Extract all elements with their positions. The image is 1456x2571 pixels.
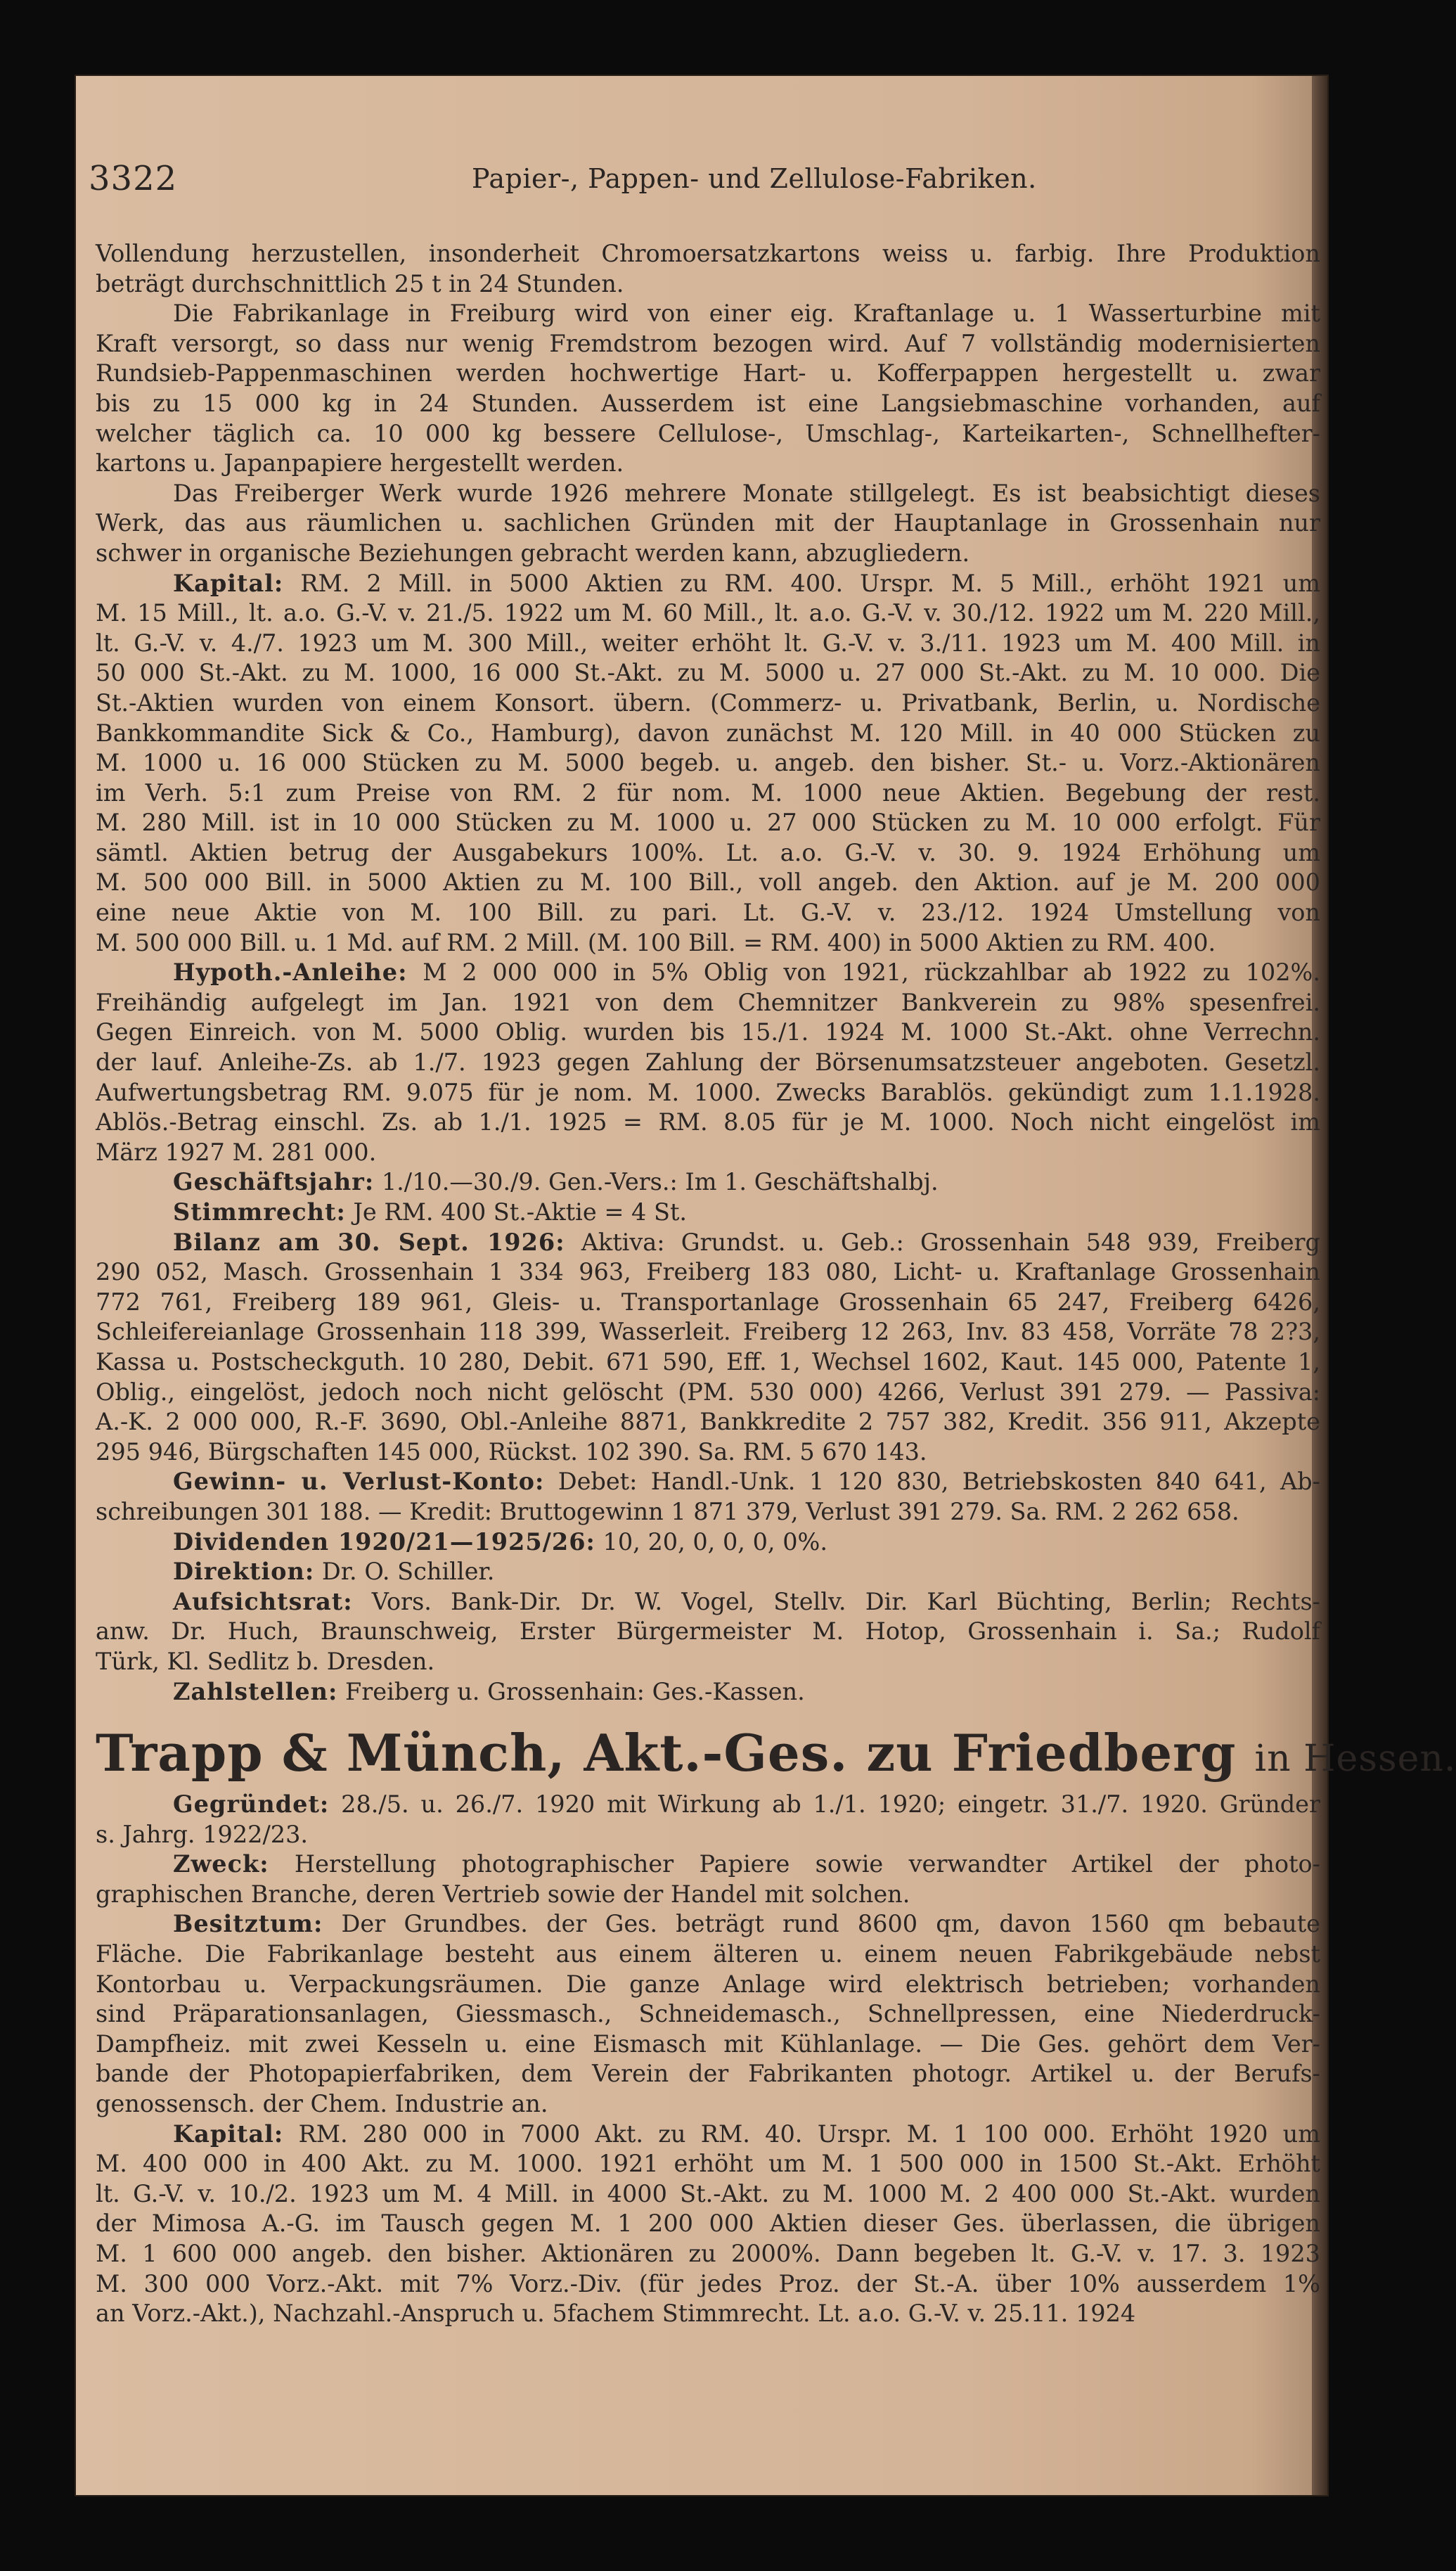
line-text: 290 052, Masch. Grossenhain 1 334 963, Freiberg 183 080, Licht- u. Kraftanlage Grossenhain <box>96 1258 1320 1286</box>
text-line <box>96 1497 1320 1527</box>
text-line <box>96 1347 1320 1378</box>
text-line <box>96 1167 1320 1198</box>
text-line <box>96 299 1320 329</box>
text-line <box>96 2030 1320 2060</box>
line-text: sämtl. Aktien betrug der Ausgabekurs 100%. Lt. a.o. G.-V. v. 30. 9. 1924 Erhöhung um <box>96 838 1320 866</box>
field-label: Aufsichtsrat: <box>173 1587 353 1615</box>
line-text: 772 761, Freiberg 189 961, Gleis- u. Transportanlage Grossenhain 65 247, Freiberg 6426, <box>96 1288 1320 1316</box>
company-entry-trapp-muench <box>96 1790 1320 2329</box>
text-line <box>96 1048 1320 1078</box>
field-label: Geschäftsjahr: <box>173 1168 375 1196</box>
line-text: Vors. Bank-Dir. Dr. W. Vogel, Stellv. Dir. Karl Büchting, Berlin; Rechts- <box>352 1587 1320 1615</box>
company-name: Trapp & Münch, Akt.-Ges. zu Friedberg <box>96 1723 1237 1783</box>
text-line <box>96 719 1320 749</box>
text-line <box>96 2089 1320 2120</box>
line-text: M 2 000 000 in 5% Oblig von 1921, rückzahlbar ab 1922 zu 102%. <box>407 958 1320 987</box>
field-label: Stimmrecht: <box>173 1198 346 1226</box>
running-title: Papier-, Pappen- und Zellulose-Fabriken. <box>472 163 1037 194</box>
field-label: Besitztum: <box>173 1910 323 1938</box>
text-line <box>96 1108 1320 1138</box>
line-text: lt. G.-V. v. 4./7. 1923 um M. 300 Mill., weiter erhöht lt. G.-V. v. 3./11. 1923 um M. 400 Mill. in <box>96 629 1320 657</box>
text-line <box>96 269 1320 300</box>
text-line <box>96 1587 1320 1617</box>
line-text: der Mimosa A.-G. im Tausch gegen M. 1 200 000 Aktien dieser Ges. überlassen, die übrigen <box>96 2210 1320 2238</box>
text-line <box>96 1018 1320 1048</box>
line-text: an Vorz.-Akt.), Nachzahl.-Anspruch u. 5fachem Stimmrecht. Lt. a.o. G.-V. v. 25.11. 1924 <box>96 2300 1136 2328</box>
text-line <box>96 2059 1320 2089</box>
line-text: Kraft versorgt, so dass nur wenig Fremdstrom bezogen wird. Auf 7 vollständig modernisierten <box>96 329 1320 357</box>
text-line <box>96 988 1320 1018</box>
line-text: Freihändig aufgelegt im Jan. 1921 von dem Chemnitzer Bankverein zu 98% spesenfrei. <box>96 988 1320 1016</box>
line-text: Fläche. Die Fabrikanlage besteht aus einem älteren u. einem neuen Fabrikgebäude nebst <box>96 1940 1320 1968</box>
text-line <box>96 1317 1320 1347</box>
text-line <box>96 1288 1320 1318</box>
line-text: St.-Aktien wurden von einem Konsort. übern. (Commerz- u. Privatbank, Berlin, u. Nordische <box>96 688 1320 717</box>
line-text: welcher täglich ca. 10 000 kg bessere Cellulose-, Umschlag-, Karteikarten-, Schnellhefter- <box>96 419 1320 447</box>
text-line <box>96 1138 1320 1168</box>
text-line <box>96 898 1320 928</box>
text-line <box>96 629 1320 659</box>
page-header <box>89 159 1312 201</box>
line-text: März 1927 M. 281 000. <box>96 1138 377 1166</box>
text-line <box>96 928 1320 958</box>
line-text: lt. G.-V. v. 10./2. 1923 um M. 4 Mill. in 4000 St.-Akt. zu M. 1000 M. 2 400 000 St.-Akt. wurden <box>96 2179 1320 2207</box>
field-label: Gegründet: <box>173 1790 330 1819</box>
field-label: Direktion: <box>173 1558 315 1586</box>
text-line <box>96 688 1320 719</box>
line-text: Werk, das aus räumlichen u. sachlichen Gründen mit der Hauptanlage in Grossenhain nur <box>96 509 1320 537</box>
line-text: 50 000 St.-Akt. zu M. 1000, 16 000 St.-Akt. zu M. 5000 u. 27 000 St.-Akt. zu M. 10 000. Die <box>96 659 1320 687</box>
text-line <box>96 808 1320 838</box>
text-line <box>96 1970 1320 2000</box>
line-text: schreibungen 301 188. — Kredit: Bruttogewinn 1 871 379, Verlust 391 279. Sa. RM. 2 262 658. <box>96 1497 1239 1525</box>
line-text: genossensch. der Chem. Industrie an. <box>96 2090 548 2118</box>
text-line <box>96 2299 1320 2329</box>
line-text: beträgt durchschnittlich 25 t in 24 Stunden. <box>96 269 624 297</box>
text-line <box>96 2239 1320 2269</box>
line-text: 295 946, Bürgschaften 145 000, Rückst. 102 390. Sa. RM. 5 670 143. <box>96 1437 927 1466</box>
text-line <box>96 1849 1320 1880</box>
text-line <box>96 1677 1320 1707</box>
text-line <box>96 658 1320 688</box>
line-text: Dampfheiz. mit zwei Kesseln u. eine Eismasch mit Kühlanlage. — Die Ges. gehört dem Ver- <box>96 2030 1320 2058</box>
line-text: Der Grundbes. der Ges. beträgt rund 8600 qm, davon 1560 qm bebaute <box>323 1910 1320 1938</box>
field-label: Bilanz am 30. Sept. 1926: <box>173 1228 565 1256</box>
line-text: RM. 2 Mill. in 5000 Aktien zu RM. 400. Urspr. M. 5 Mill., erhöht 1921 um <box>283 569 1320 597</box>
line-text: anw. Dr. Huch, Braunschweig, Erster Bürgermeister M. Hotop, Grossenhain i. Sa.; Rudolf <box>96 1617 1320 1646</box>
text-line <box>96 2269 1320 2300</box>
page-body <box>96 239 1456 2329</box>
text-line <box>96 419 1320 449</box>
line-text: eine neue Aktie von M. 100 Bill. zu pari. Lt. G.-V. v. 23./12. 1924 Umstellung von <box>96 899 1320 927</box>
line-text: schwer in organische Beziehungen gebracht werden kann, abzugliedern. <box>96 539 970 567</box>
field-label: Dividenden 1920/21—1925/26: <box>173 1527 595 1556</box>
line-text: kartons u. Japanpapiere hergestellt werden. <box>96 449 624 477</box>
line-text: M. 280 Mill. ist in 10 000 Stücken zu M. 1000 u. 27 000 Stücken zu M. 10 000 erfolgt. Für <box>96 809 1320 837</box>
text-line <box>96 2120 1320 2150</box>
text-line <box>96 389 1320 419</box>
company-heading <box>96 1717 1456 1790</box>
line-text: im Verh. 5:1 zum Preise von RM. 2 für nom. M. 1000 neue Aktien. Begebung der rest. <box>96 778 1320 807</box>
text-line <box>96 1378 1320 1408</box>
company-entry-continued <box>96 239 1320 1707</box>
text-line <box>96 1617 1320 1647</box>
line-text: Aufwertungsbetrag RM. 9.075 für je nom. M. 1000. Zwecks Barablös. gekündigt zum 1.1.1928. <box>96 1078 1320 1106</box>
line-text: 28./5. u. 26./7. 1920 mit Wirkung ab 1./1. 1920; eingetr. 31./7. 1920. Gründer <box>329 1790 1320 1819</box>
line-text: Rundsieb-Pappenmaschinen werden hochwertige Hart- u. Kofferpappen hergestellt u. zwar <box>96 359 1320 387</box>
line-text: s. Jahrg. 1922/23. <box>96 1820 309 1848</box>
text-line <box>96 1078 1320 1108</box>
line-text: Vollendung herzustellen, insonderheit Chromoersatzkartons weiss u. farbig. Ihre Produktion <box>96 240 1320 267</box>
line-text: 10, 20, 0, 0, 0, 0%. <box>595 1527 828 1556</box>
text-line <box>96 539 1320 569</box>
text-line <box>96 449 1320 479</box>
line-text: der lauf. Anleihe-Zs. ab 1./7. 1923 gegen Zahlung der Börsenumsatzsteuer angeboten. Gesetzl. <box>96 1049 1320 1077</box>
company-location-suffix: in Hessen. <box>1254 1738 1456 1781</box>
line-text: graphischen Branche, deren Vertrieb sowie der Handel mit solchen. <box>96 1880 910 1908</box>
text-line <box>96 1790 1320 1820</box>
book-page <box>76 76 1456 2495</box>
line-text: Dr. O. Schiller. <box>314 1558 495 1586</box>
text-line <box>96 508 1320 539</box>
line-text: bis zu 15 000 kg in 24 Stunden. Ausserdem ist eine Langsiebmaschine vorhanden, auf <box>96 389 1320 417</box>
line-text: Kassa u. Postscheckguth. 10 280, Debit. 671 590, Eff. 1, Wechsel 1602, Kaut. 145 000, Patente 1, <box>96 1347 1320 1376</box>
line-text: Die Fabrikanlage in Freiburg wird von einer eig. Kraftanlage u. 1 Wasserturbine mit <box>173 300 1320 328</box>
line-text: RM. 280 000 in 7000 Akt. zu RM. 40. Urspr. M. 1 100 000. Erhöht 1920 um <box>283 2120 1320 2148</box>
line-text: Bankkommandite Sick & Co., Hamburg), davon zunächst M. 120 Mill. in 40 000 Stücken zu <box>96 719 1320 747</box>
text-line <box>96 868 1320 898</box>
line-text: Gegen Einreich. von M. 5000 Oblig. wurden bis 15./1. 1924 M. 1000 St.-Akt. ohne Verrechn. <box>96 1018 1320 1046</box>
line-text: M. 500 000 Bill. u. 1 Md. auf RM. 2 Mill. (M. 100 Bill. = RM. 400) in 5000 Aktien zu RM. 400. <box>96 928 1216 956</box>
field-label: Kapital: <box>173 569 284 597</box>
line-text: Herstellung photographischer Papiere sowie verwandter Artikel der photo- <box>269 1850 1320 1878</box>
line-text: Das Freiberger Werk wurde 1926 mehrere Monate stillgelegt. Es ist beabsichtigt dieses <box>173 479 1320 507</box>
text-line <box>96 2179 1320 2210</box>
text-line <box>96 1467 1320 1497</box>
line-text: M. 500 000 Bill. in 5000 Aktien zu M. 100 Bill., voll angeb. den Aktion. auf je M. 200 000 <box>96 868 1320 897</box>
text-line <box>96 1647 1320 1677</box>
line-text: Türk, Kl. Sedlitz b. Dresden. <box>96 1647 435 1675</box>
page-number: 3322 <box>89 159 178 198</box>
line-text: Debet: Handl.-Unk. 1 120 830, Betriebskosten 840 641, Ab- <box>544 1468 1320 1496</box>
field-label: Zahlstellen: <box>173 1677 338 1705</box>
text-line <box>96 1880 1320 1910</box>
text-line <box>96 1407 1320 1437</box>
line-text: Schleifereianlage Grossenhain 118 399, Wasserleit. Freiberg 12 263, Inv. 83 458, Vorräte 78 2?3, <box>96 1318 1320 1346</box>
line-text: M. 1000 u. 16 000 Stücken zu M. 5000 begeb. u. angeb. den bisher. St.- u. Vorz.-Aktionären <box>96 749 1320 777</box>
line-text: A.-K. 2 000 000, R.-F. 3690, Obl.-Anleihe 8871, Bankkredite 2 757 382, Kredit. 356 911, Akzepte <box>96 1408 1320 1436</box>
text-line <box>96 1228 1320 1258</box>
text-line <box>96 2149 1320 2179</box>
text-line <box>96 1940 1320 1970</box>
text-line <box>96 1909 1320 1940</box>
text-line <box>96 1999 1320 2030</box>
line-text: Oblig., eingelöst, jedoch noch nicht gelöscht (PM. 530 000) 4266, Verlust 391 279. — Passiva: <box>96 1378 1320 1406</box>
text-line <box>96 569 1320 599</box>
line-text: Freiberg u. Grossenhain: Ges.-Kassen. <box>337 1677 805 1705</box>
text-line <box>96 778 1320 809</box>
field-label: Gewinn- u. Verlust-Konto: <box>173 1468 545 1496</box>
text-line <box>96 359 1320 389</box>
text-line <box>96 838 1320 868</box>
line-text: Je RM. 400 St.-Aktie = 4 St. <box>345 1198 688 1226</box>
text-line <box>96 598 1320 629</box>
line-text: M. 15 Mill., lt. a.o. G.-V. v. 21./5. 1922 um M. 60 Mill., lt. a.o. G.-V. v. 30./12. 1922 um M. 220 Mill., <box>96 599 1320 627</box>
line-text: bande der Photopapierfabriken, dem Verein der Fabrikanten photogr. Artikel u. der Berufs- <box>96 2060 1320 2088</box>
field-label: Hypoth.-Anleihe: <box>173 958 408 987</box>
text-line <box>96 1437 1320 1468</box>
text-line <box>96 1527 1320 1558</box>
line-text: M. 300 000 Vorz.-Akt. mit 7% Vorz.-Div. (für jedes Proz. der St.-A. über 10% ausserdem 1% <box>96 2269 1320 2297</box>
text-line <box>96 329 1320 359</box>
line-text: Ablös.-Betrag einschl. Zs. ab 1./1. 1925 = RM. 8.05 für je M. 1000. Noch nicht eingelöst im <box>96 1108 1320 1136</box>
text-line <box>96 1820 1320 1850</box>
line-text: 1./10.—30./9. Gen.-Vers.: Im 1. Geschäftshalbj. <box>374 1168 939 1196</box>
field-label: Zweck: <box>173 1850 269 1878</box>
text-line <box>96 239 1320 269</box>
text-line <box>96 1557 1320 1587</box>
text-line <box>96 2209 1320 2239</box>
field-label: Kapital: <box>173 2120 284 2148</box>
line-text: Kontorbau u. Verpackungsräumen. Die ganze Anlage wird elektrisch betrieben; vorhanden <box>96 1970 1320 1998</box>
line-text: M. 400 000 in 400 Akt. zu M. 1000. 1921 erhöht um M. 1 500 000 in 1500 St.-Akt. Erhöht <box>96 2150 1320 2178</box>
text-line <box>96 1257 1320 1288</box>
line-text: M. 1 600 000 angeb. den bisher. Aktionären zu 2000%. Dann begeben lt. G.-V. v. 17. 3. 1923 <box>96 2240 1320 2267</box>
text-line <box>96 958 1320 988</box>
text-line <box>96 1198 1320 1228</box>
line-text: sind Präparationsanlagen, Giessmasch., Schneidemasch., Schnellpressen, eine Niederdruck- <box>96 2000 1320 2028</box>
text-line <box>96 748 1320 778</box>
text-line <box>96 479 1320 509</box>
line-text: Aktiva: Grundst. u. Geb.: Grossenhain 548 939, Freiberg <box>565 1228 1320 1256</box>
